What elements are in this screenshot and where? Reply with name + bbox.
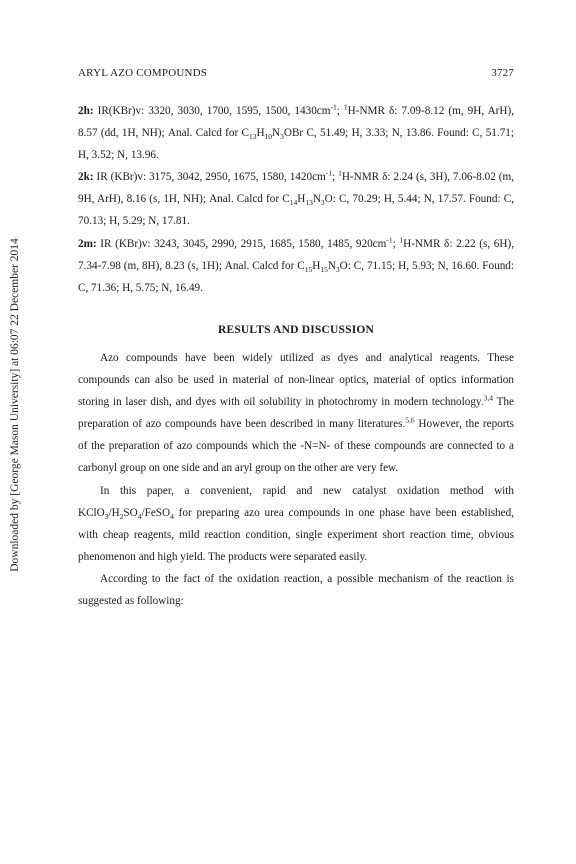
formula-subscript: 3: [335, 264, 340, 274]
nmr-data: H-NMR δ: 7.09-8.12 (m, 9H, ArH), 8.57 (dd, 1H, NH); Anal. Calcd for C: [78, 105, 514, 140]
formula-subscript: 14: [289, 198, 298, 208]
compound-label: 2m:: [78, 237, 97, 250]
formula-part: N: [312, 193, 321, 206]
page-body: [78, 100, 514, 612]
analysis-data: OBr C, 51.49; H, 3.33; N, 13.86. Found: C, 51.71; H, 3.52; N, 13.96.: [78, 127, 514, 162]
running-header: [78, 67, 514, 79]
nmr-data: H-NMR δ: 2.24 (s, 3H), 7.06-8.02 (m, 9H, ArH), 8.16 (s, 1H, NH); Anal. Calcd for C: [78, 171, 514, 206]
ir-unit-exponent: -1: [386, 234, 393, 244]
separator: ;: [336, 105, 344, 117]
compound-entry-2k: [78, 166, 514, 232]
compound-entry-2m: [78, 233, 514, 299]
ir-unit-exponent: -1: [330, 102, 337, 112]
formula-subscript: 3: [280, 132, 284, 142]
formula-subscript: 13: [305, 198, 313, 208]
paragraph-intro: [78, 347, 514, 480]
formula-subscript: 15: [320, 264, 328, 274]
paragraph-text: SO: [123, 506, 138, 519]
formula-subscript: 13: [248, 132, 257, 142]
formula-part: N: [327, 259, 336, 272]
paragraph-text: The preparation of azo compounds have been described in many literatures.: [78, 396, 514, 431]
paragraph-text: However, the reports of the preparation of azo compounds which the -N=N- of these compounds are connected to a carbonyl group on one side and an aryl group on the other are very few.: [78, 418, 514, 475]
page-number: 3727: [491, 67, 514, 79]
formula-subscript: 3: [320, 198, 325, 208]
citation-ref: 3,4: [483, 393, 493, 403]
formula-part: H: [256, 127, 265, 140]
compound-label: 2k:: [78, 171, 94, 184]
nmr-data: H-NMR δ: 2.22 (s, 6H), 7.34-7.98 (m, 8H), 8.23 (s, 1H); Anal. Calcd for C: [78, 237, 515, 272]
paragraph-text: Azo compounds have been widely utilized as dyes and analytical reagents. These compounds can also be used in material of non-linear optics, material of optics information storing in laser dish, and dyes with oil solubility in photochromy in modern technology.: [78, 351, 514, 409]
nmr-isotope: 1: [338, 168, 342, 178]
formula-part: H: [297, 193, 306, 206]
download-watermark: [8, 170, 22, 640]
download-note: Downloaded by [George Mason University] at 06:07 22 December 2014: [9, 238, 21, 572]
formula-subscript: 2: [119, 511, 124, 521]
formula-part: H: [312, 259, 321, 272]
ir-data: IR(KBr)v: 3320, 3030, 1700, 1595, 1500, 1430cm: [93, 105, 331, 117]
formula-subscript: 15: [304, 264, 313, 274]
formula-part: N: [272, 127, 281, 140]
formula-subscript: 4: [137, 511, 142, 521]
paragraph-mechanism: [78, 568, 514, 612]
formula-subscript: 3: [104, 511, 109, 521]
ir-data: IR (KBr)v: 3175, 3042, 2950, 1675, 1580, 1420cm: [93, 171, 326, 184]
paragraph-text: According to the fact of the oxidation reaction, a possible mechanism of the reaction is suggested as following:: [78, 572, 514, 607]
analysis-data: O: C, 70.29; H, 5.44; N, 17.57. Found: C, 70.13; H, 5.29; N, 17.81.: [78, 193, 514, 228]
paragraph-text: In this paper, a convenient, rapid and new catalyst oxidation method with KClO: [78, 484, 514, 519]
running-title: ARYL AZO COMPOUNDS: [78, 67, 208, 79]
nmr-isotope: 1: [399, 234, 404, 244]
paragraph-text: /H: [108, 506, 120, 519]
ir-unit-exponent: -1: [325, 168, 332, 178]
ir-data: IR (KBr)v: 3243, 3045, 2990, 2915, 1685, 1580, 1485, 920cm: [96, 237, 387, 250]
separator: ;: [392, 237, 400, 250]
paragraph-method: [78, 480, 514, 568]
formula-subscript: 10: [264, 132, 273, 142]
separator: ;: [331, 171, 339, 184]
nmr-isotope: 1: [343, 102, 348, 112]
compound-label: 2h:: [78, 105, 94, 117]
formula-subscript: 4: [170, 511, 174, 521]
section-heading: RESULTS AND DISCUSSION: [217, 323, 375, 336]
analysis-data: O: C, 71.15; H, 5.93; N, 16.60. Found: C, 71.36; H, 5.75; N, 16.49.: [78, 259, 514, 294]
compound-entry-2h: [78, 100, 514, 166]
paragraph-text: /FeSO: [141, 506, 171, 519]
paragraph-text: for preparing azo urea compounds in one phase have been established, with cheap reagents, mild reaction condition, single experiment short reaction time, obvious phenomenon and high yield. The products were separated easily.: [78, 506, 514, 563]
citation-ref: 5,6: [405, 415, 415, 425]
